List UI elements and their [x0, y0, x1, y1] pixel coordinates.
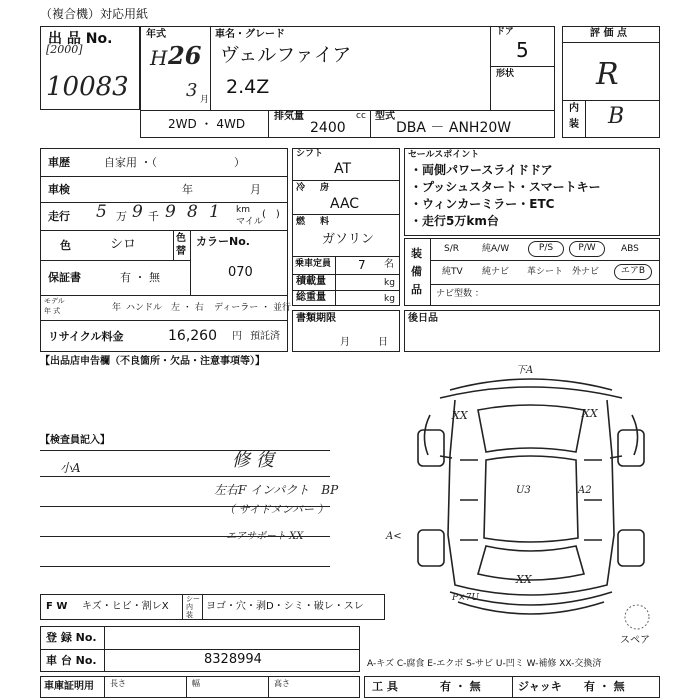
damage-legend: A-キズ C-腐食 E-エクボ S-サビ U-凹ミ W-補修 XX-交換済 — [367, 659, 602, 669]
year-num: 26 — [168, 41, 202, 70]
equip-aw: 純A/W — [482, 244, 510, 254]
door-value: 5 — [516, 38, 529, 62]
model-year-unit: 年 — [112, 303, 122, 313]
dealer: ディーラー ・ 並行 — [214, 303, 292, 313]
handle: ハンドル 左 ・ 右 — [126, 303, 204, 313]
score-label: 評 価 点 — [590, 28, 627, 39]
type-label: 型式 — [375, 111, 395, 122]
shape-label: 形状 — [496, 69, 515, 79]
garage-height: 高さ — [274, 679, 290, 688]
model-year-label-1: モデル — [44, 297, 65, 305]
color-label: 色 — [60, 239, 71, 252]
garage-length: 長さ — [110, 679, 126, 688]
diagram-mark-rear: XX — [516, 573, 532, 586]
chassis-label: 車 台 No. — [46, 654, 97, 667]
displacement-unit: cc — [356, 111, 366, 121]
mileage-mile: マイル — [236, 217, 263, 227]
color-change-1: 色 — [176, 233, 186, 244]
lot-stamp: [2000] — [46, 43, 83, 56]
month-unit: 月 — [200, 95, 210, 105]
type-value: DBA － ANH20W — [396, 120, 512, 136]
equip-leather: 革シート — [527, 267, 564, 277]
chassis-value: 8328994 — [204, 652, 262, 667]
recycle-note: 預託済 — [250, 331, 280, 342]
sales-point-4: ・走行5万km台 — [410, 214, 499, 228]
jack-value: 有 ・ 無 — [584, 680, 625, 693]
seat-label-1: シー — [186, 595, 200, 603]
diagram-mark-fr: XX — [582, 407, 598, 420]
inspection-label: 車検 — [48, 183, 70, 196]
jack-label: ジャッキ — [518, 680, 562, 693]
mileage-v5: 1 — [209, 202, 220, 222]
diagram-mark-rl: P×7U — [452, 593, 479, 603]
shift-label: シフト — [296, 149, 324, 159]
interior-value: B — [608, 104, 625, 129]
model-grade: 2.4Z — [226, 76, 270, 98]
mileage-v1: 5 — [96, 202, 107, 222]
history-value: 自家用 ・（ ） — [104, 156, 245, 169]
retrofit-box — [404, 310, 660, 352]
registration-label: 登 録 No. — [46, 631, 97, 644]
fw-items: キズ・ヒビ・割レX — [82, 601, 169, 612]
spec-table-left — [40, 148, 288, 352]
sales-point-2: ・プッシュスタート・スマートキー — [410, 180, 601, 194]
equipment-label-1: 装 — [411, 247, 422, 260]
mileage-km: km — [236, 205, 250, 215]
warranty-label: 保証書 — [48, 271, 81, 284]
capacity-value: 7 — [358, 258, 366, 272]
equip-ps: P/S — [528, 241, 564, 257]
tools-value: 有 ・ 無 — [440, 680, 481, 693]
inspector-ac-note: A< — [386, 531, 402, 542]
fw-label: F W — [46, 601, 68, 612]
inspector-line-2: 修 復 — [232, 450, 274, 471]
inspector-label: 【検査員記入】 — [40, 435, 110, 446]
inspection-year: 年 — [182, 183, 193, 196]
year-era: H — [150, 46, 168, 70]
load-label: 積載量 — [296, 276, 326, 287]
seller-notes-label: 【出品店申告欄（不良箇所・欠品・注意事項等）】 — [40, 356, 265, 367]
color-code-label: カラーNo. — [196, 235, 250, 248]
interior-label-1: 内 — [569, 103, 579, 114]
color-change-2: 替 — [176, 246, 186, 257]
inspection-month: 月 — [250, 183, 261, 196]
mileage-note: ( ) — [262, 209, 280, 220]
navi-type: ナビ型数 ： — [436, 289, 484, 299]
model-year-label-2: 年 式 — [44, 307, 61, 315]
documents-label: 書類期限 — [296, 313, 336, 324]
mileage-v3: 9 — [165, 202, 176, 222]
diagram-mark-fl: XX — [452, 409, 468, 422]
sales-point-3: ・ウィンカーミラー・ETC — [410, 197, 555, 211]
seat-items: ヨゴ・穴・剥D・シミ・破レ・スレ — [206, 601, 364, 612]
equip-pw: P/W — [569, 241, 605, 257]
ac-label-2: 房 — [320, 183, 330, 193]
capacity-unit: 名 — [384, 259, 394, 270]
history-label: 車歴 — [48, 156, 70, 169]
inspector-line-5: エアサポート XX — [226, 531, 304, 542]
equip-navi: 純ナビ — [482, 267, 510, 277]
score-value: R — [596, 57, 619, 92]
shift-value: AT — [334, 161, 352, 177]
fuel-label-2: 料 — [320, 217, 330, 227]
mileage-u1: 万 — [116, 210, 127, 223]
tools-label: 工 具 — [372, 680, 398, 693]
documents-day: 日 — [378, 337, 388, 348]
equip-sr: S/R — [444, 244, 459, 254]
garage-width: 幅 — [192, 679, 200, 688]
model-label: 車名・グレード — [215, 29, 285, 40]
seat-label-3: 装 — [186, 611, 193, 619]
lot-label: 出 品 No. — [48, 31, 113, 47]
ac-label-1: 冷 — [296, 183, 306, 193]
year-label: 年式 — [146, 29, 166, 40]
inspector-line-4: （ サイドメンバー ） — [224, 503, 329, 516]
recycle-value: 16,260 — [168, 328, 217, 344]
displacement-value: 2400 — [310, 120, 346, 136]
color-value: シロ — [110, 237, 137, 252]
capacity-label: 乗車定員 — [295, 259, 332, 269]
warranty-value: 有 ・ 無 — [120, 271, 160, 284]
diagram-mark-roof: U3 — [516, 485, 531, 496]
recycle-unit: 円 — [232, 331, 242, 342]
equip-tv: 純TV — [442, 267, 463, 277]
sales-points-label: セールスポイント — [408, 150, 480, 160]
spare-icon — [624, 604, 650, 630]
equip-abs: ABS — [621, 244, 639, 254]
header-note: （複合機）対応用紙 — [40, 7, 149, 21]
spare-label: スペア — [620, 635, 650, 646]
lot-number: 10083 — [46, 72, 129, 102]
inspector-line-3: 左右F インパクト BP — [214, 483, 339, 497]
equip-ext-navi: 外ナビ — [572, 267, 600, 277]
load-unit: kg — [384, 278, 395, 288]
fuel-label-1: 燃 — [296, 217, 306, 227]
mileage-label: 走行 — [48, 210, 70, 223]
sales-point-1: ・両側パワースライドドア — [410, 163, 553, 177]
seat-label-2: 内 — [186, 603, 193, 611]
drive-label: 2WD ・ 4WD — [168, 117, 246, 131]
garage-label: 車庫証明用 — [44, 681, 94, 692]
diagram-mark-front: 下A — [516, 365, 534, 376]
equipment-label-3: 品 — [411, 283, 422, 296]
retrofit-label: 後日品 — [408, 313, 438, 324]
diagram-mark-side: A2 — [578, 485, 592, 496]
weight-label: 総重量 — [296, 292, 326, 303]
month-num: 3 — [186, 80, 198, 101]
ac-value: AAC — [330, 196, 360, 212]
mileage-v4: 8 — [187, 202, 198, 222]
door-label: ドア — [496, 27, 514, 37]
fuel-value: ガソリン — [322, 232, 375, 247]
mileage-u2: 千 — [148, 210, 159, 223]
model-name: ヴェルファイア — [220, 44, 352, 66]
equipment-label-2: 備 — [411, 265, 422, 278]
equip-airbag: エアB — [614, 264, 652, 280]
mileage-v2: 9 — [132, 202, 143, 222]
inspector-line-1: 小A — [60, 461, 81, 475]
color-code: 070 — [228, 265, 253, 280]
recycle-label: リサイクル料金 — [48, 330, 124, 343]
weight-unit: kg — [384, 294, 395, 304]
interior-label-2: 装 — [569, 119, 579, 130]
displacement-label: 排気量 — [274, 111, 304, 122]
documents-month: 月 — [340, 337, 350, 348]
